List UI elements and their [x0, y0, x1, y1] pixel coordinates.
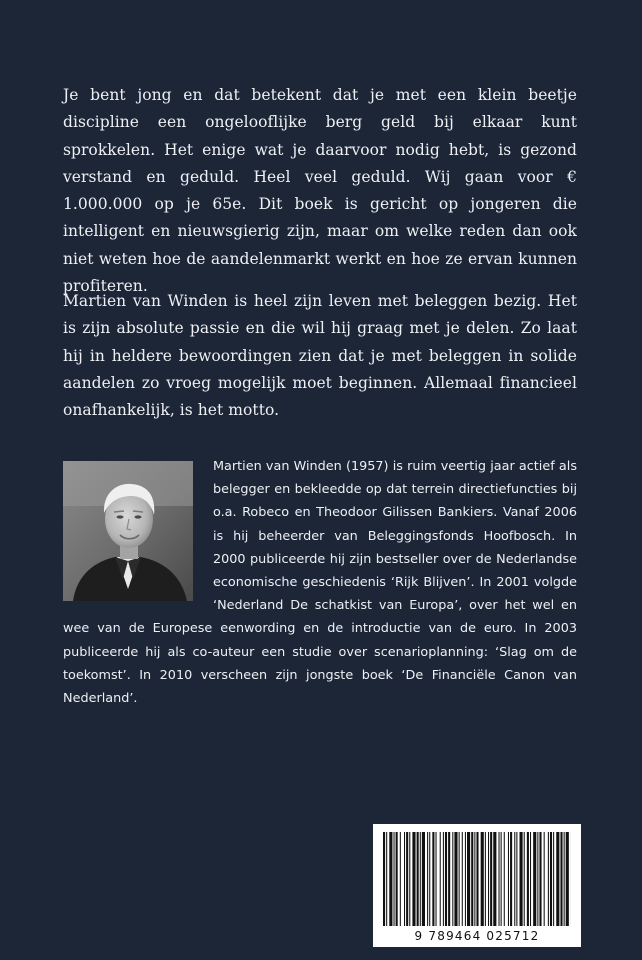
- barcode-bar: [422, 832, 425, 926]
- barcode-bars: [373, 824, 581, 930]
- barcode-bar: [485, 832, 486, 926]
- barcode-bar: [533, 832, 536, 926]
- barcode-bar: [436, 832, 437, 926]
- barcode-bar: [539, 832, 541, 926]
- barcode-bar: [440, 832, 441, 926]
- barcode-bar: [471, 832, 473, 926]
- barcode-bar: [448, 832, 450, 926]
- barcode-bar: [510, 832, 512, 926]
- barcode-bar: [427, 832, 428, 926]
- barcode-bar: [420, 832, 421, 926]
- barcode-bar: [481, 832, 484, 926]
- barcode-bar: [400, 832, 401, 926]
- isbn-number: 9 789464 025712: [414, 929, 540, 943]
- barcode-bar: [564, 832, 565, 926]
- barcode-bar: [504, 832, 505, 926]
- barcode-bar: [488, 832, 489, 926]
- barcode-bar: [566, 832, 569, 926]
- barcode-bar: [530, 832, 531, 926]
- barcode-bar: [412, 832, 415, 926]
- barcode-bar: [386, 832, 387, 926]
- author-bio-text: Martien van Winden (1957) is ruim veertig jaar actief als belegger en bekleedde op dat terrein directiefuncties bij o.a. Robeco en Theodoor Gilissen Bankiers. Vanaf 2006 is hij beheerder van Beleggingsfonds Hoofbosch. In 2000 publiceerde hij zijn bestseller over de Nederlandse economische geschiedenis ‘Rijk Blijven’. In 2001 volgde ‘Nederland De schatkist van Europa’, over het wel en wee van de Europese eenwording en de introductie van de euro. In 2003 publiceerde hij als co-auteur een studie over scenarioplanning: ‘Slag om de toekomst’. In 2010 verscheen zijn jongste boek ‘De Financiële Canon van Nederland’.: [63, 459, 577, 707]
- barcode-bar: [524, 832, 525, 926]
- barcode-bar: [476, 832, 478, 926]
- barcode-bar: [406, 832, 408, 926]
- barcode-bar: [443, 832, 444, 926]
- barcode-bar: [474, 832, 475, 926]
- barcode-bar: [409, 832, 410, 926]
- barcode-bar: [560, 832, 562, 926]
- barcode-bar: [544, 832, 545, 926]
- barcode-bar: [550, 832, 552, 926]
- barcode-bar: [537, 832, 538, 926]
- isbn-barcode: [373, 824, 581, 947]
- intro-paragraph: Je bent jong en dat betekent dat je met een klein beetje discipline een ongelooflijke berg geld bij elkaar kunt sprokkelen. Het enige wat je daarvoor nodig hebt, is gezond verstand en geduld. Heel veel geduld. Wij gaan voor € 1.000.000 op je 65e. Dit boek is gericht op jongeren die intelligent en nieuwsgierig zijn, maar om welke reden dan ook niet weten hoe de aandelenmarkt werkt en hoe ze ervan kunnen profiteren.: [63, 86, 577, 296]
- barcode-bar: [465, 832, 466, 926]
- barcode-bar: [389, 832, 392, 926]
- barcode-bar: [556, 832, 559, 926]
- barcode-bar: [467, 832, 470, 926]
- barcode-bar: [396, 832, 398, 926]
- barcode-bar: [520, 832, 523, 926]
- barcode-bar: [452, 832, 453, 926]
- barcode-bar: [429, 832, 430, 926]
- barcode-bar: [394, 832, 395, 926]
- barcode-bar: [445, 832, 447, 926]
- barcode-bar: [493, 832, 496, 926]
- barcode-bar: [490, 832, 492, 926]
- barcode-bar: [383, 832, 385, 926]
- barcode-bar: [459, 832, 460, 926]
- barcode-bar: [527, 832, 529, 926]
- barcode-bar: [553, 832, 554, 926]
- barcode-bar: [417, 832, 419, 926]
- barcode-bar: [508, 832, 509, 926]
- author-bio-block: [63, 455, 577, 710]
- barcode-bar: [404, 832, 405, 926]
- barcode-bar: [501, 832, 502, 926]
- barcode-bar: [462, 832, 463, 926]
- barcode-bar: [454, 832, 457, 926]
- barcode-bar: [516, 832, 517, 926]
- barcode-bar: [514, 832, 515, 926]
- barcode-bar: [548, 832, 549, 926]
- author-summary-paragraph: Martien van Winden is heel zijn leven met beleggen bezig. Het is zijn absolute passie en die wil hij graag met je delen. Zo laat hij in heldere bewoordingen zien dat je met beleggen in solide aandelen zo vroeg mogelijk moet beginnen. Allemaal financieel onafhankelijk, is het motto.: [63, 292, 577, 420]
- barcode-bar: [499, 832, 500, 926]
- barcode-bar: [432, 832, 434, 926]
- author-photo: [63, 461, 193, 601]
